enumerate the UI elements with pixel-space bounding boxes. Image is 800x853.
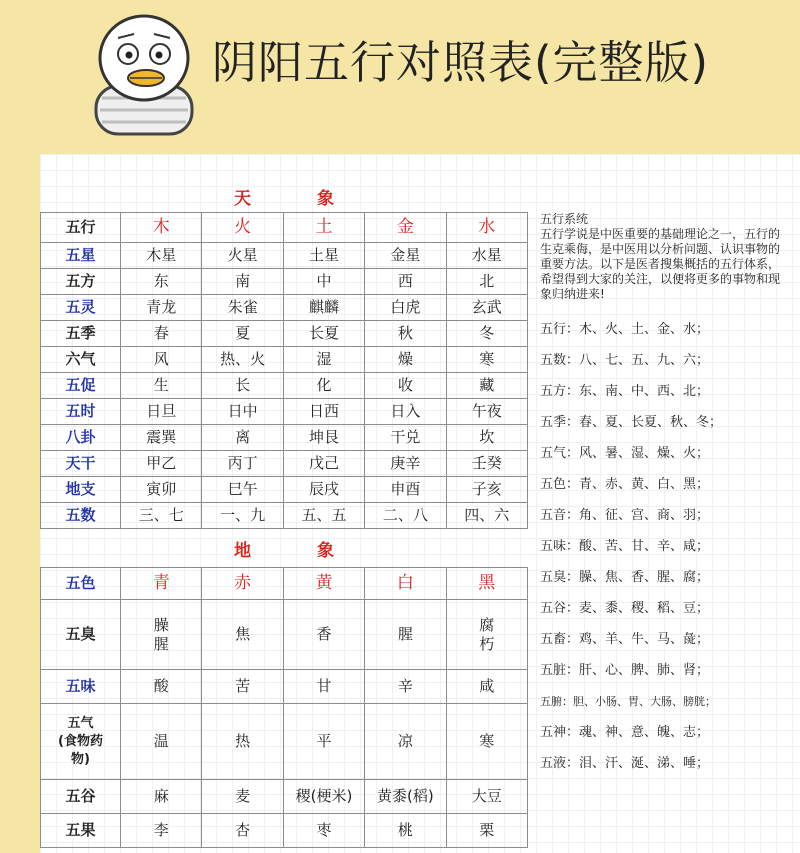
table-header-row: [41, 213, 528, 243]
heaven-table: [40, 212, 528, 529]
table-cell: 辛: [365, 670, 446, 704]
summary-item: 五神：魂、神、意、魄、志；: [540, 725, 710, 740]
table-cell: 燥: [365, 347, 446, 373]
table-cell: 南: [202, 269, 283, 295]
row-label: 五行: [41, 213, 121, 243]
table-cell: 凉: [365, 704, 446, 780]
summary-item: 五方：东、南、中、西、北；: [540, 384, 710, 399]
five-elements-table: [40, 180, 528, 848]
table-cell: 辰戌: [283, 477, 364, 503]
table-row: [41, 477, 528, 503]
page-title: 阴阳五行对照表(完整版): [212, 36, 710, 89]
table-cell: 李: [121, 814, 202, 848]
summary-item: 五臭：臊、焦、香、腥、腐；: [540, 570, 710, 585]
row-label: 五促: [41, 373, 121, 399]
summary-item: 五味：酸、苦、甘、辛、咸；: [540, 539, 710, 554]
table-row: [41, 243, 528, 269]
table-cell: 腥: [365, 600, 446, 670]
table-cell: 杏: [202, 814, 283, 848]
table-row: [41, 670, 528, 704]
table-cell: 栗: [446, 814, 527, 848]
table-cell: 三、七: [121, 503, 202, 529]
table-cell: 湿: [283, 347, 364, 373]
summary-item: 五色：青、赤、黄、白、黑；: [540, 477, 710, 492]
table-cell: 平: [283, 704, 364, 780]
row-label: 六气: [41, 347, 121, 373]
table-cell: 枣: [283, 814, 364, 848]
table-row: [41, 321, 528, 347]
table-cell: 日中: [202, 399, 283, 425]
table-cell: 四、六: [446, 503, 527, 529]
element-header: 木: [121, 213, 202, 243]
table-cell: 寒: [446, 704, 527, 780]
row-label: 八卦: [41, 425, 121, 451]
table-row: [41, 269, 528, 295]
element-header: 火: [202, 213, 283, 243]
duck-mascot-icon: [88, 10, 200, 138]
table-cell: 土星: [283, 243, 364, 269]
table-cell: 冬: [446, 321, 527, 347]
table-cell: 收: [365, 373, 446, 399]
table-cell: 腐 朽: [446, 600, 527, 670]
table-cell: 白虎: [365, 295, 446, 321]
table-cell: 五、五: [283, 503, 364, 529]
table-cell: 长: [202, 373, 283, 399]
table-cell: 戊己: [283, 451, 364, 477]
table-row: [41, 425, 528, 451]
table-cell: 麒麟: [283, 295, 364, 321]
table-cell: 壬癸: [446, 451, 527, 477]
summary-list: [540, 314, 790, 779]
table-cell: 风: [121, 347, 202, 373]
row-label: 五时: [41, 399, 121, 425]
element-header: 白: [365, 568, 446, 600]
summary-item: 五畜：鸡、羊、牛、马、彘；: [540, 632, 710, 647]
row-label: 五方: [41, 269, 121, 295]
earth-table: [40, 567, 528, 848]
table-cell: 子亥: [446, 477, 527, 503]
summary-item: 五谷：麦、黍、稷、稻、豆；: [540, 601, 710, 616]
summary-item: 五季：春、夏、长夏、秋、冬；: [540, 415, 723, 430]
table-row: [41, 451, 528, 477]
table-cell: 金星: [365, 243, 446, 269]
table-row: [41, 814, 528, 848]
row-label: 五灵: [41, 295, 121, 321]
table-cell: 北: [446, 269, 527, 295]
table-cell: 秋: [365, 321, 446, 347]
summary-item: 五气：风、暑、湿、燥、火；: [540, 446, 710, 461]
table-header-row: [41, 568, 528, 600]
reference-sheet: [40, 154, 800, 853]
table-row: [41, 373, 528, 399]
table-row: [41, 503, 528, 529]
table-row: [41, 295, 528, 321]
row-label: 五色: [41, 568, 121, 600]
table-cell: 藏: [446, 373, 527, 399]
table-cell: 离: [202, 425, 283, 451]
table-row: [41, 780, 528, 814]
row-label: 五果: [41, 814, 121, 848]
table-cell: 坤艮: [283, 425, 364, 451]
row-label: 五数: [41, 503, 121, 529]
element-header: 土: [283, 213, 364, 243]
table-cell: 甲乙: [121, 451, 202, 477]
table-cell: 日入: [365, 399, 446, 425]
summary-item: 五音：角、征、宫、商、羽；: [540, 508, 710, 523]
table-cell: 东: [121, 269, 202, 295]
table-row: [41, 600, 528, 670]
summary-item: 五液：泪、汗、涎、涕、唾；: [540, 756, 710, 771]
table-cell: 苦: [202, 670, 283, 704]
table-row: [41, 704, 528, 780]
row-label: 五季: [41, 321, 121, 347]
header-area: [0, 0, 800, 150]
table-cell: 坎: [446, 425, 527, 451]
table-cell: 申酉: [365, 477, 446, 503]
table-row: [41, 399, 528, 425]
summary-item: 五行：木、火、土、金、水；: [540, 322, 710, 337]
table-cell: 化: [283, 373, 364, 399]
table-cell: 夏: [202, 321, 283, 347]
table-cell: 咸: [446, 670, 527, 704]
table-cell: 温: [121, 704, 202, 780]
five-elements-summary: [540, 212, 790, 779]
table-cell: 一、九: [202, 503, 283, 529]
row-label: 五星: [41, 243, 121, 269]
table-cell: 日旦: [121, 399, 202, 425]
table-cell: 香: [283, 600, 364, 670]
table-cell: 青龙: [121, 295, 202, 321]
table-cell: 巳午: [202, 477, 283, 503]
row-label: 五臭: [41, 600, 121, 670]
summary-item: 五腑：胆、小肠、胃、大肠、膀胱；: [540, 695, 716, 708]
table-cell: 木星: [121, 243, 202, 269]
table-cell: 水星: [446, 243, 527, 269]
table-cell: 寅卯: [121, 477, 202, 503]
table-cell: 麻: [121, 780, 202, 814]
element-header: 黄: [283, 568, 364, 600]
table-cell: 甘: [283, 670, 364, 704]
table-cell: 西: [365, 269, 446, 295]
row-label: 五味: [41, 670, 121, 704]
table-cell: 玄武: [446, 295, 527, 321]
element-header: 赤: [202, 568, 283, 600]
table-cell: 麦: [202, 780, 283, 814]
table-cell: 中: [283, 269, 364, 295]
table-cell: 庚辛: [365, 451, 446, 477]
table-cell: 生: [121, 373, 202, 399]
summary-item: 五脏：肝、心、脾、肺、肾；: [540, 663, 710, 678]
table-cell: 日西: [283, 399, 364, 425]
row-label: 五气 (食物药 物): [41, 704, 121, 780]
summary-item: 五数：八、七、五、九、六；: [540, 353, 710, 368]
table-cell: 朱雀: [202, 295, 283, 321]
table-cell: 火星: [202, 243, 283, 269]
table-cell: 黄黍(稻): [365, 780, 446, 814]
table-cell: 大豆: [446, 780, 527, 814]
table-cell: 桃: [365, 814, 446, 848]
heaven-banner: 天 象: [234, 188, 364, 209]
table-cell: 热、火: [202, 347, 283, 373]
row-label: 五谷: [41, 780, 121, 814]
table-cell: 焦: [202, 600, 283, 670]
table-cell: 午夜: [446, 399, 527, 425]
element-header: 青: [121, 568, 202, 600]
table-cell: 丙丁: [202, 451, 283, 477]
summary-intro: 五行系统 五行学说是中医重要的基础理论之一，五行的生克乘侮，是中医用以分析问题、认识事物的重要方法。以下是医者搜集概括的五行体系，希望得到大家的关注，以便将更多的事物和现象归纳进来!: [540, 212, 781, 301]
table-cell: 震巽: [121, 425, 202, 451]
table-cell: 稷(梗米): [283, 780, 364, 814]
table-cell: 长夏: [283, 321, 364, 347]
table-row: [41, 347, 528, 373]
element-header: 黑: [446, 568, 527, 600]
table-cell: 热: [202, 704, 283, 780]
table-cell: 二、八: [365, 503, 446, 529]
earth-banner: 地 象: [234, 540, 364, 561]
table-cell: 臊 腥: [121, 600, 202, 670]
table-cell: 春: [121, 321, 202, 347]
row-label: 地支: [41, 477, 121, 503]
table-cell: 酸: [121, 670, 202, 704]
row-label: 天干: [41, 451, 121, 477]
element-header: 水: [446, 213, 527, 243]
table-cell: 寒: [446, 347, 527, 373]
element-header: 金: [365, 213, 446, 243]
table-cell: 干兑: [365, 425, 446, 451]
